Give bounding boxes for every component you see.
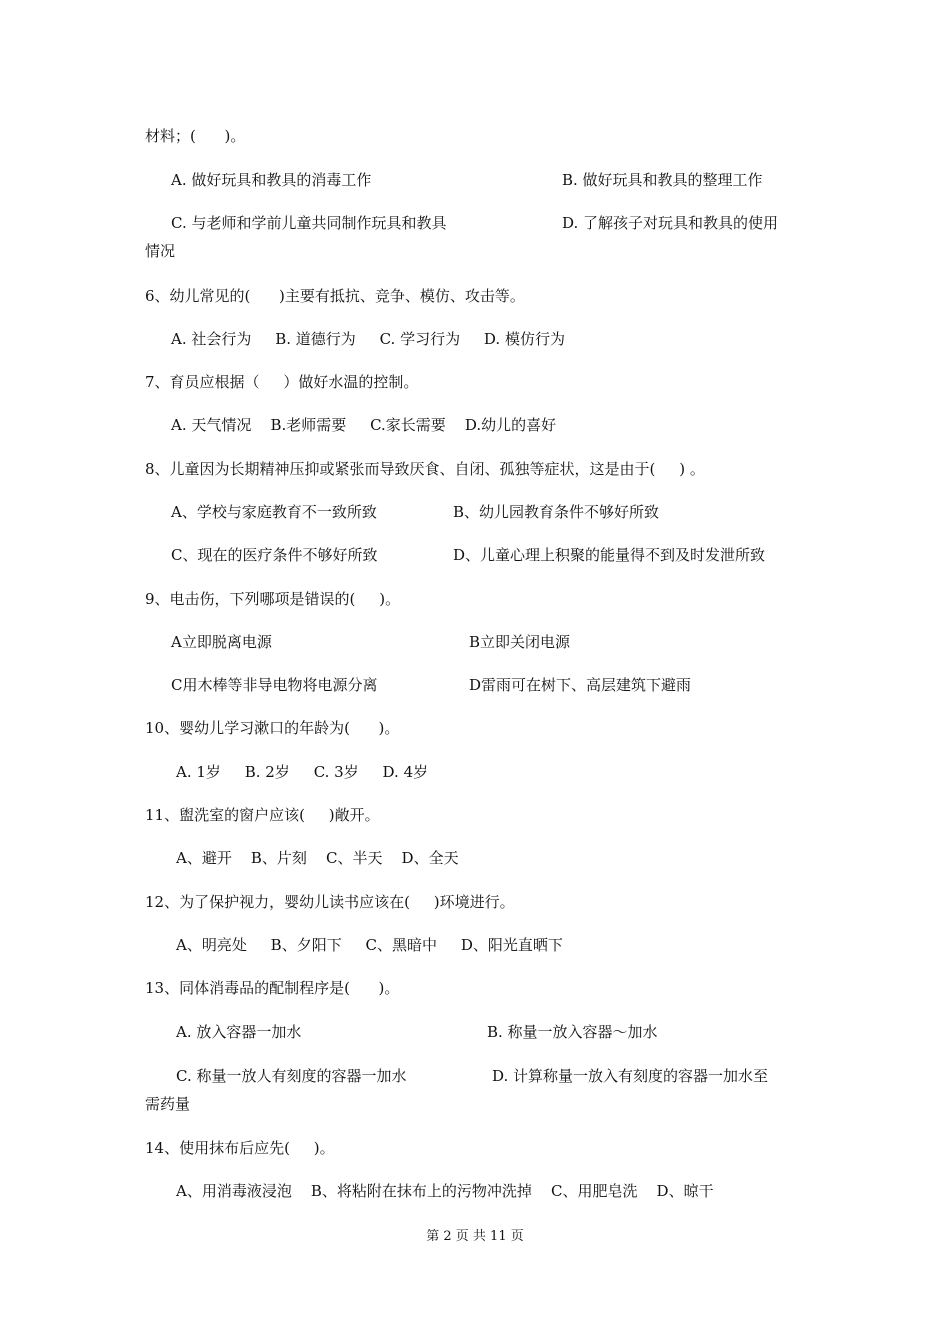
q5-continuation: 材料；( )。 [145, 127, 246, 145]
q5-option-b: B. 做好玩具和教具的整理工作 [562, 171, 763, 189]
q9-option-b: B立即关闭电源 [469, 633, 571, 651]
q14-options: A、用消毒液浸泡 B、将粘附在抹布上的污物冲洗掉 C、用肥皂洗 D、晾干 [176, 1182, 714, 1200]
q8-option-b: B、幼儿园教育条件不够好所致 [453, 503, 660, 521]
q5-option-a: A. 做好玩具和教具的消毒工作 [171, 171, 372, 189]
q5-option-c: C. 与老师和学前儿童共同制作玩具和教具 [171, 214, 447, 232]
question-9: 9、电击伤，下列哪项是错误的( )。 [145, 590, 401, 608]
q8-option-c: C、现在的医疗条件不够好所致 [171, 546, 378, 564]
q9-option-d: D雷雨可在树下、高层建筑下避雨 [469, 676, 692, 694]
q13-option-c: C. 称量一放人有刻度的容器一加水 [176, 1067, 407, 1085]
q10-options: A. 1岁 B. 2岁 C. 3岁 D. 4岁 [176, 763, 429, 781]
q11-options: A、避开 B、片刻 C、半天 D、全天 [176, 849, 459, 867]
q5-option-d: D. 了解孩子对玩具和教具的使用 [562, 214, 779, 232]
q12-options: A、明亮处 B、夕阳下 C、黑暗中 D、阳光直晒下 [176, 936, 563, 954]
q9-option-c: C用木棒等非导电物将电源分离 [171, 676, 378, 694]
q13-option-b: B. 称量一放入容器～加水 [487, 1023, 658, 1041]
q6-options: A. 社会行为 B. 道德行为 C. 学习行为 D. 模仿行为 [171, 330, 565, 348]
page-footer: 第 2 页 共 11 页 [426, 1229, 524, 1244]
question-6: 6、幼儿常见的( )主要有抵抗、竞争、模仿、攻击等。 [145, 287, 525, 305]
question-11: 11、盥洗室的窗户应该( )敞开。 [145, 806, 380, 824]
question-7: 7、育员应根据（ ）做好水温的控制。 [145, 373, 419, 391]
q8-option-a: A、学校与家庭教育不一致所致 [171, 503, 377, 521]
question-14: 14、使用抹布后应先( )。 [145, 1139, 335, 1157]
question-8: 8、儿童因为长期精神压抑或紧张而导致厌食、自闭、孤独等症状，这是由于( ) 。 [145, 460, 705, 478]
q9-option-a: A立即脱离电源 [171, 633, 272, 651]
question-12: 12、为了保护视力，婴幼儿读书应该在( )环境进行。 [145, 893, 515, 911]
q7-options: A. 天气情况 B.老师需要 C.家长需要 D.幼儿的喜好 [171, 416, 557, 434]
q13-option-d-wrap: 需药量 [145, 1095, 191, 1113]
question-13: 13、同体消毒品的配制程序是( )。 [145, 979, 400, 997]
q13-option-a: A. 放入容器一加水 [176, 1023, 302, 1041]
q8-option-d: D、儿童心理上积聚的能量得不到及时发泄所致 [453, 546, 766, 564]
q13-option-d: D. 计算称量一放入有刻度的容器一加水至 [492, 1067, 769, 1085]
q5-option-d-wrap: 情况 [145, 242, 176, 260]
question-10: 10、婴幼儿学习漱口的年龄为( )。 [145, 719, 400, 737]
